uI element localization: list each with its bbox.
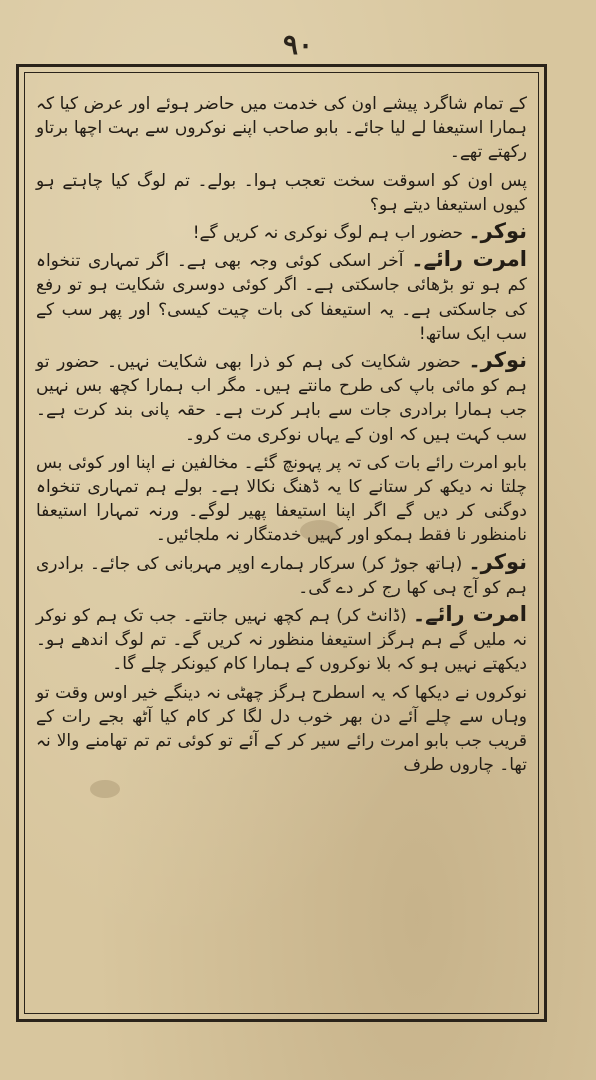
paragraph-text: نوکروں نے دیکھا کہ یہ اسطرح ہرگز چھٹی نہ دینگے خیر اوس وقت تو وہاں سے چلے آئے دن بھر خوب دل لگا کر کام کیا آٹھ بجے رات کے قریب جب بابو امرت رائے سیر کر کے آئے تو کوئی تم تم تھامنے والا نہ تھا۔ چاروں طرف [36,682,527,776]
paragraph [36,167,527,217]
paragraph [36,550,527,600]
speaker-label: امرت رائے۔ [412,602,527,627]
paragraph-text: (ہاتھ جوڑ کر) سرکار ہمارے اوپر مہربانی کی جائے۔ برادری ہم کو آج ہی کھا رج کر دے گی۔ [36,553,527,598]
paragraph-text: پس اون کو اسوقت سخت تعجب ہوا۔ بولے۔ تم لوگ کیا چاہتے ہو کیوں استیعفا دیتے ہو؟ [36,170,527,215]
paragraph-text: آخر اسکی کوئی وجہ بھی ہے۔ اگر تمہاری تنخواہ کم ہو تو بڑھائی جاسکتی ہے۔ اگر کوئی دوسری شکایت ہو تو رفع کی جاسکتی ہے۔ یہ استیعفا کی بات چیت کیسی؟ اور پھر سب کے سب ایک ساتھ! [36,251,527,344]
paragraph-text: بابو امرت رائے بات کی تہ پر پہونچ گئے۔ مخالفین نے اپنا اور کوئی بس چلتا نہ دیکھ کر ستانے کا یہ ڈھنگ نکالا ہے۔ بولے ہم تمہاری تنخواہ دوگنی کر دیں گے اگر اپنا استیعفا پھیر لوگے۔ ورنہ تمہارا استیعفا نامنظور نا فقط ہمکو اور کہیں خدمتگار نہ ملجائیں۔ [36,452,527,546]
paragraph [36,219,527,245]
paragraph-text: حضور اب ہم لوگ نوکری نہ کریں گے! [192,223,463,244]
speaker-label: نوکر۔ [468,219,527,244]
paragraph-text: کے تمام شاگرد پیشے اون کی خدمت میں حاضر ہوئے اور عرض کیا کہ ہمارا استیعفا لے لیا جائے۔ بابو صاحب اپنے نوکروں سے بہت اچھا برتاو رکھتے تھے۔ [36,94,527,163]
paragraph [36,449,527,548]
paragraph [36,679,527,778]
paragraph [36,602,527,677]
body-text [36,90,527,779]
paragraph [36,247,527,346]
paragraph [36,348,527,447]
paragraph [36,90,527,165]
speaker-label: امرت رائے۔ [411,247,527,272]
speaker-label: نوکر۔ [468,348,527,373]
speaker-label: نوکر۔ [468,549,527,574]
paragraph-text: (ڈانٹ کر) ہم کچھ نہیں جانتے۔ جب تک ہم کو نوکر نہ ملیں گے ہم ہرگز استیعفا منظور نہ کریں گے۔ تم لوگ اندھے ہو۔ دیکھتے نہیں ہو کہ بلا نوکروں کے ہمارا کام کیونکر چلے گا۔ [36,606,527,675]
paragraph-text: حضور شکایت کی ہم کو ذرا بھی شکایت نہیں۔ حضور تو ہم کو مائی باپ کی طرح مانتے ہیں۔ مگر اب ہمارا کچھ بس نہیں جب ہمارا برادری جات سے باہر کرت ہے۔ حقہ پانی بند کرت ہے۔ سب کہت ہیں کہ اون کے یہاں نوکری مت کرو۔ [36,352,527,445]
page-number: ۹۰ [282,28,314,61]
